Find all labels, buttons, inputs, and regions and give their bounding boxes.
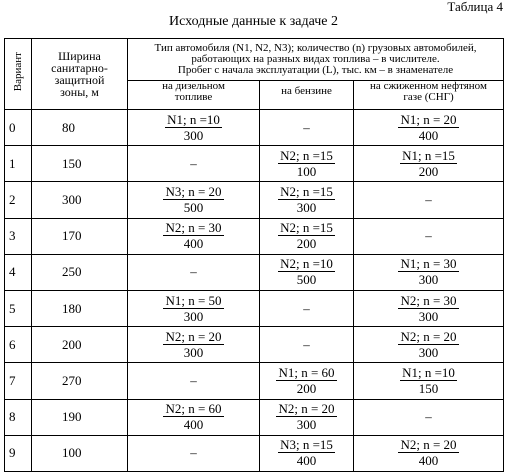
fraction-numerator: N2; n = 20 xyxy=(400,437,457,453)
fraction-numerator: N2; n = 60 xyxy=(165,401,222,417)
variant-cell: 6 xyxy=(5,327,32,363)
fraction-denominator: 400 xyxy=(183,236,204,252)
fraction xyxy=(163,401,223,432)
lpg-cell xyxy=(354,146,504,182)
empty-dash: – xyxy=(303,336,310,352)
variant-cell: 5 xyxy=(5,290,32,326)
fraction xyxy=(400,148,457,179)
fraction-numerator: N1; n =10 xyxy=(167,111,220,127)
fraction-denominator: 400 xyxy=(183,417,204,433)
fraction-denominator: 300 xyxy=(418,308,439,324)
diesel-cell xyxy=(128,327,260,363)
fraction-numerator: N1; n = 50 xyxy=(165,292,222,308)
petrol-cell xyxy=(260,290,354,326)
table-row xyxy=(5,399,504,435)
empty-dash: – xyxy=(425,191,432,207)
width-cell: 250 xyxy=(32,254,128,290)
fraction-numerator: N2; n = 20 xyxy=(400,328,457,344)
lpg-cell xyxy=(354,110,504,146)
fraction-denominator: 300 xyxy=(183,127,204,143)
variant-cell: 3 xyxy=(5,218,32,254)
petrol-cell xyxy=(260,218,354,254)
diesel-cell xyxy=(128,110,260,146)
width-cell: 150 xyxy=(32,146,128,182)
header-width: Ширина санитарно- защитной зоны, м xyxy=(32,39,128,110)
fraction xyxy=(163,293,223,324)
fraction-denominator: 150 xyxy=(418,380,439,396)
fraction-denominator: 200 xyxy=(296,236,317,252)
variant-cell: 4 xyxy=(5,254,32,290)
fraction xyxy=(163,184,223,215)
fraction xyxy=(398,437,458,468)
header-vehicle-type: Тип автомобиля (N1, N2, N3); количество (n) грузовых автомобилей, работающих на разных видах топлива – в числителе. Пробег с начала эксплуатации (L), тыс. км – в знаменателе xyxy=(128,39,504,81)
petrol-cell xyxy=(260,254,354,290)
data-table xyxy=(4,38,504,472)
fraction-numerator: N1; n =15 xyxy=(402,147,455,163)
fraction-denominator: 500 xyxy=(296,272,317,288)
width-cell: 180 xyxy=(32,290,128,326)
width-cell: 190 xyxy=(32,399,128,435)
variant-cell: 2 xyxy=(5,182,32,218)
fraction xyxy=(278,184,335,215)
lpg-cell xyxy=(354,327,504,363)
fraction-denominator: 400 xyxy=(418,127,439,143)
variant-cell: 9 xyxy=(5,435,32,471)
fraction-numerator: N1; n = 60 xyxy=(278,364,335,380)
fraction xyxy=(400,365,457,396)
diesel-cell xyxy=(128,146,260,182)
diesel-cell xyxy=(128,182,260,218)
fraction-denominator: 500 xyxy=(183,199,204,215)
petrol-cell xyxy=(260,399,354,435)
variant-cell: 0 xyxy=(5,110,32,146)
empty-dash: – xyxy=(190,445,197,461)
header-diesel: на дизельном топливе xyxy=(128,81,260,110)
width-cell: 80 xyxy=(32,110,128,146)
lpg-cell xyxy=(354,254,504,290)
fraction xyxy=(398,112,458,143)
table-row xyxy=(5,327,504,363)
header-petrol: на бензине xyxy=(260,81,354,110)
fraction-denominator: 300 xyxy=(183,308,204,324)
width-cell: 270 xyxy=(32,363,128,399)
petrol-cell xyxy=(260,363,354,399)
lpg-cell xyxy=(354,218,504,254)
table-body xyxy=(5,110,504,472)
fraction-numerator: N2; n =10 xyxy=(280,256,333,272)
fraction-numerator: N2; n = 20 xyxy=(165,328,222,344)
header-variant: Вариант xyxy=(5,39,32,110)
diesel-cell xyxy=(128,399,260,435)
empty-dash: – xyxy=(303,119,310,135)
fraction-denominator: 300 xyxy=(296,417,317,433)
lpg-cell xyxy=(354,182,504,218)
width-cell: 300 xyxy=(32,182,128,218)
empty-dash: – xyxy=(303,300,310,316)
table-row xyxy=(5,254,504,290)
table-number: Таблица 4 xyxy=(447,0,503,14)
variant-cell: 1 xyxy=(5,146,32,182)
fraction-denominator: 400 xyxy=(418,453,439,469)
fraction-numerator: N3; n =15 xyxy=(280,437,333,453)
diesel-cell xyxy=(128,435,260,471)
fraction-numerator: N2; n = 30 xyxy=(165,220,222,236)
empty-dash: – xyxy=(190,372,197,388)
fraction-denominator: 300 xyxy=(418,272,439,288)
fraction-numerator: N2; n = 30 xyxy=(400,292,457,308)
table-row xyxy=(5,182,504,218)
petrol-cell xyxy=(260,435,354,471)
empty-dash: – xyxy=(190,264,197,280)
fraction xyxy=(398,256,458,287)
fraction xyxy=(163,329,223,360)
fraction-numerator: N1; n = 20 xyxy=(400,111,457,127)
petrol-cell xyxy=(260,110,354,146)
lpg-cell xyxy=(354,290,504,326)
lpg-cell xyxy=(354,435,504,471)
fraction-denominator: 300 xyxy=(418,344,439,360)
fraction-numerator: N3; n = 20 xyxy=(165,183,222,199)
fraction-numerator: N2; n =15 xyxy=(280,220,333,236)
empty-dash: – xyxy=(425,409,432,425)
table-row xyxy=(5,435,504,471)
table-row xyxy=(5,110,504,146)
fraction xyxy=(165,112,222,143)
table-row xyxy=(5,363,504,399)
fraction xyxy=(398,329,458,360)
diesel-cell xyxy=(128,290,260,326)
fraction-denominator: 200 xyxy=(296,380,317,396)
fraction xyxy=(163,220,223,251)
empty-dash: – xyxy=(190,155,197,171)
table-row xyxy=(5,146,504,182)
fraction-numerator: N1; n = 30 xyxy=(400,256,457,272)
width-cell: 170 xyxy=(32,218,128,254)
table-row xyxy=(5,218,504,254)
empty-dash: – xyxy=(425,228,432,244)
fraction xyxy=(276,401,336,432)
fraction-denominator: 300 xyxy=(296,199,317,215)
diesel-cell xyxy=(128,218,260,254)
fraction-denominator: 400 xyxy=(296,453,317,469)
petrol-cell xyxy=(260,146,354,182)
fraction xyxy=(278,437,335,468)
width-cell: 200 xyxy=(32,327,128,363)
fraction-denominator: 100 xyxy=(296,163,317,179)
fraction-numerator: N2; n =15 xyxy=(280,147,333,163)
fraction-numerator: N2; n = 20 xyxy=(278,401,335,417)
table-caption: Исходные данные к задаче 2 xyxy=(169,14,338,29)
petrol-cell xyxy=(260,182,354,218)
fraction xyxy=(276,365,336,396)
width-cell: 100 xyxy=(32,435,128,471)
lpg-cell xyxy=(354,399,504,435)
fraction-numerator: N1; n =10 xyxy=(402,364,455,380)
fraction xyxy=(278,220,335,251)
header-lpg: на сжиженном нефтяном газе (СНГ) xyxy=(354,81,504,110)
fraction-denominator: 200 xyxy=(418,163,439,179)
diesel-cell xyxy=(128,254,260,290)
fraction-denominator: 300 xyxy=(183,344,204,360)
petrol-cell xyxy=(260,327,354,363)
table-row xyxy=(5,290,504,326)
fraction-numerator: N2; n =15 xyxy=(280,183,333,199)
variant-cell: 8 xyxy=(5,399,32,435)
fraction xyxy=(278,148,335,179)
variant-cell: 7 xyxy=(5,363,32,399)
lpg-cell xyxy=(354,363,504,399)
fraction xyxy=(278,256,335,287)
diesel-cell xyxy=(128,363,260,399)
fraction xyxy=(398,293,458,324)
